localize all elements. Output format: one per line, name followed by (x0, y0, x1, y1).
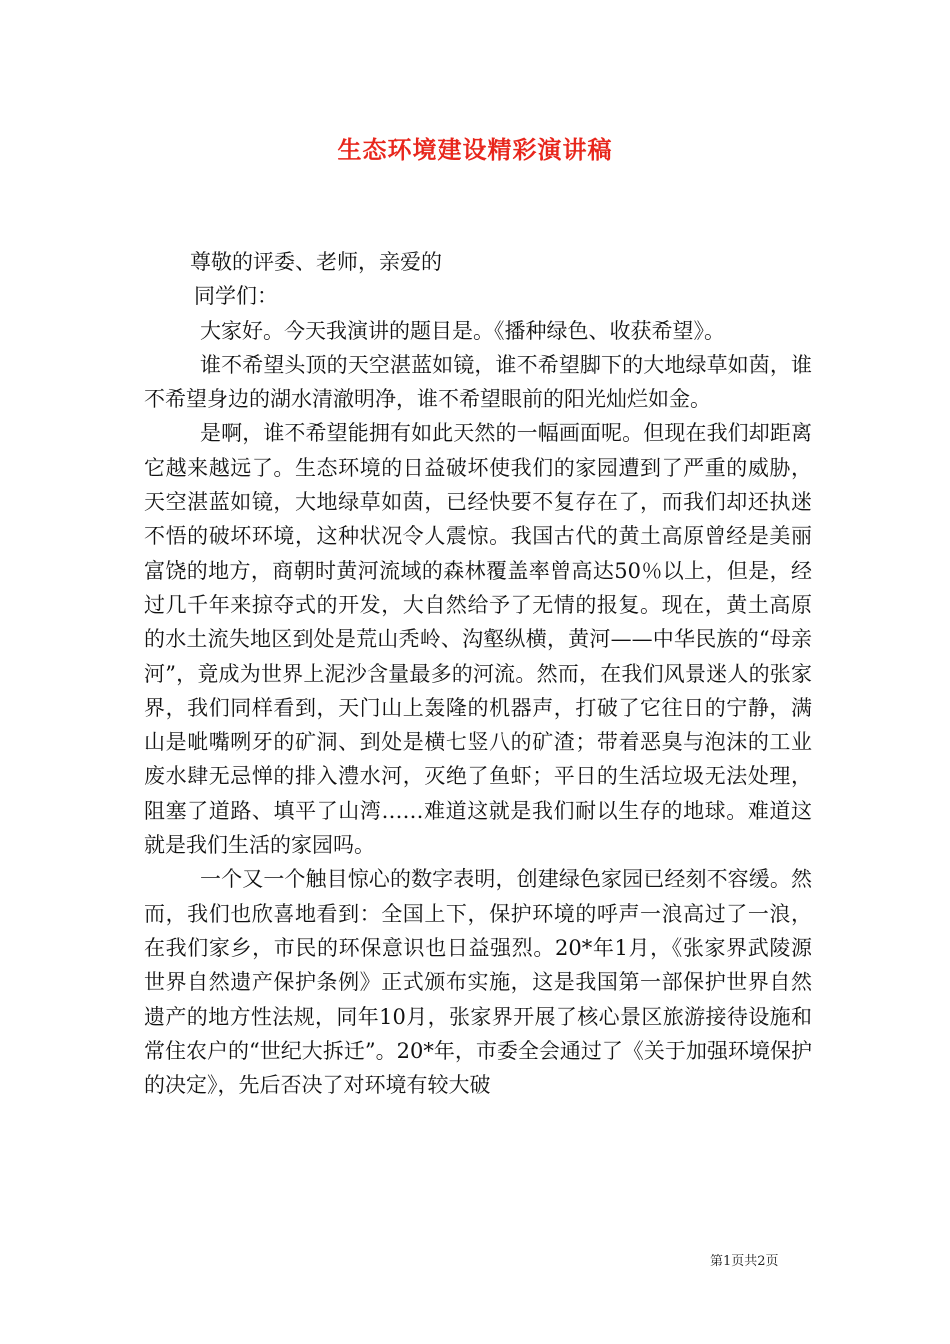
paragraph-1: 谁不希望头顶的天空湛蓝如镜，谁不希望脚下的大地绿草如茵，谁不希望身边的湖水清澈明净，谁不希望眼前的阳光灿烂如金。 (144, 352, 812, 412)
salutation-line-1: 尊敬的评委、老师，亲爱的 (190, 250, 442, 274)
page-number-footer: 第1页共2页 (710, 1254, 779, 1269)
page-title: 生态环境建设精彩演讲稿 (337, 135, 613, 164)
salutation-line-2: 同学们： (194, 284, 278, 309)
document-body (144, 245, 812, 1102)
greeting-paragraph: 大家好。今天我演讲的题目是。《播种绿色、收获希望》。 (200, 318, 725, 343)
paragraph-2: 是啊，谁不希望能拥有如此天然的一幅画面呢。但现在我们却距离它越来越远了。生态环境的日益破坏使我们的家园遭到了严重的威胁，天空湛蓝如镜，大地绿草如茵，已经快要不复存在了，而我们却还执迷不悟的破坏环境，这种状况令人震惊。我国古代的黄土高原曾经是美丽富饶的地方，商朝时黄河流域的森林覆盖率曾高达50％以上，但是，经过几千年来掠夺式的开发，大自然给予了无情的报复。现在，黄土高原的水土流失地区到处是荒山秃岭、沟壑纵横，黄河——中华民族的“母亲河”，竟成为世界上泥沙含量最多的河流。然而，在我们风景迷人的张家界，我们同样看到，天门山上轰隆的机器声，打破了它往日的宁静，满山是呲嘴咧牙的矿洞、到处是横七竖八的矿渣；带着恶臭与泡沫的工业废水肆无忌惮的排入澧水河，灭绝了鱼虾；平日的生活垃圾无法处理，阻塞了道路、填平了山湾……难道这就是我们耐以生存的地球。难道这就是我们生活的家园吗。 (144, 421, 812, 858)
paragraph-3: 一个又一个触目惊心的数字表明，创建绿色家园已经刻不容缓。然而，我们也欣喜地看到：全国上下，保护环境的呼声一浪高过了一浪，在我们家乡，市民的环保意识也日益强烈。20*年1月，《张家界武陵源世界自然遗产保护条例》正式颁布实施，这是我国第一部保护世界自然遗产的地方性法规，同年10月，张家界开展了核心景区旅游接待设施和常住农户的“世纪大拆迁”。20*年，市委全会通过了《关于加强环境保护的决定》，先后否决了对环境有较大破 (144, 867, 812, 1098)
